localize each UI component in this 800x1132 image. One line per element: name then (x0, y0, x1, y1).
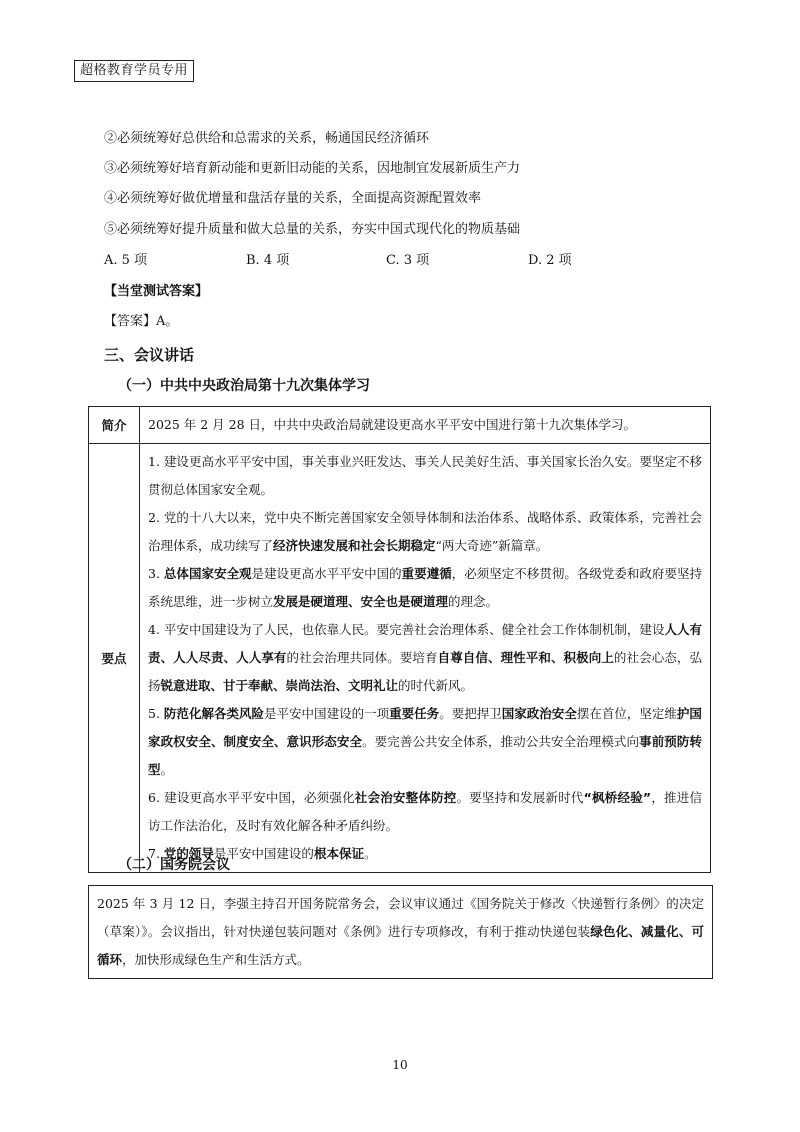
intro-value: 2025 年 2 月 28 日，中共中央政治局就建设更高水平平安中国进行第十九次集体学习。 (140, 407, 711, 444)
point-1: 1. 建设更高水平平安中国，事关事业兴旺发达、事关人民美好生活、事关国家长治久安。要坚定不移贯彻总体国家安全观。 (148, 454, 702, 497)
point-5: 5. 防范化解各类风险是平安中国建设的一项重要任务。要把捍卫国家政治安全摆在首位，坚定维护国家政权安全、制度安全、意识形态安全。要完善公共安全体系，推动公共安全治理模式向事前预防转型。 (148, 706, 702, 777)
section-title: 三、会议讲话 (104, 346, 195, 364)
option-a: A. 5 项 (104, 253, 148, 268)
subsection-title-1: （一）中共中央政治局第十九次集体学习 (118, 378, 370, 394)
watermark-stamp: 超格教育学员专用 (74, 60, 194, 82)
intro-key: 简介 (89, 407, 140, 444)
option-d: D. 2 项 (528, 253, 572, 268)
option-b: B. 4 项 (246, 253, 290, 268)
list-item: ②必须统筹好总供给和总需求的关系，畅通国民经济循环 (104, 131, 430, 146)
state-council-text: 2025 年 3 月 12 日，李强主持召开国务院常务会，会议审议通过《国务院关于修改〈快递暂行条例〉的决定（草案）》。会议指出，针对快递包装问题对《条例》进行专项修改，有利于推动快递包装绿色化、减量化、可循环，加快形成绿色生产和生活方式。 (97, 896, 704, 967)
list-item: ③必须统筹好培育新动能和更新旧动能的关系，因地制宜发展新质生产力 (104, 161, 521, 176)
state-council-box (88, 885, 713, 979)
points-value (140, 444, 711, 873)
point-4: 4. 平安中国建设为了人民，也依靠人民。要完善社会治理体系、健全社会工作体制机制，建设人人有责、人人尽责、人人享有的社会治理共同体。要培育自尊自信、理性平和、积极向上的社会心态，弘扬锐意进取、甘于奉献、崇尚法治、文明礼让的时代新风。 (148, 622, 702, 693)
answer-text: 【答案】A。 (104, 314, 179, 329)
point-7: 7. 党的领导是平安中国建设的根本保证。 (148, 846, 377, 861)
point-6: 6. 建设更高水平平安中国，必须强化社会治安整体防控。要坚持和发展新时代“枫桥经验”，推进信访工作法治化，及时有效化解各种矛盾纠纷。 (148, 790, 702, 833)
list-item: ⑤必须统筹好提升质量和做大总量的关系，夯实中国式现代化的物质基础 (104, 222, 521, 237)
study-session-table (88, 406, 711, 873)
option-c: C. 3 项 (386, 253, 430, 268)
point-3: 3. 总体国家安全观是建设更高水平平安中国的重要遵循，必须坚定不移贯彻。各级党委和政府要坚持系统思维，进一步树立发展是硬道理、安全也是硬道理的理念。 (148, 566, 702, 609)
point-2: 2. 党的十八大以来，党中央不断完善国家安全领导体制和法治体系、战略体系、政策体系，完善社会治理体系，成功续写了经济快速发展和社会长期稳定“两大奇迹”新篇章。 (148, 510, 702, 553)
page-number: 10 (392, 1058, 408, 1072)
points-key: 要点 (89, 444, 140, 873)
list-item: ④必须统筹好做优增量和盘活存量的关系，全面提高资源配置效率 (104, 191, 482, 206)
subsection-title-2: （二）国务院会议 (118, 857, 230, 873)
answer-heading: 【当堂测试答案】 (104, 284, 209, 299)
